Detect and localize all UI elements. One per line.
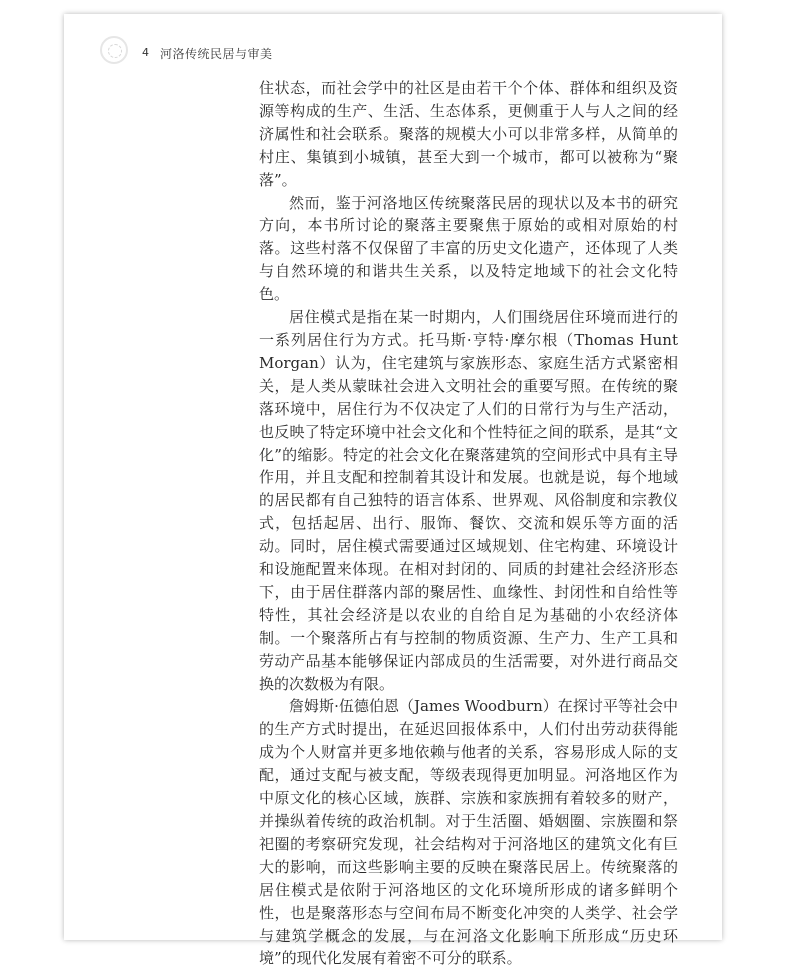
paragraph: 然而，鉴于河洛地区传统聚落民居的现状以及本书的研究方向，本书所讨论的聚落主要聚焦于原始的或相对原始的村落。这些村落不仅保留了丰富的历史文化遗产，还体现了人类与自然环境的和谐共生关系，以及特定地域下的社会文化特色。: [259, 193, 678, 304]
book-page: [64, 14, 722, 968]
paragraph: 詹姆斯·伍德伯恩（James Woodburn）在探讨平等社会中的生产方式时提出，在延迟回报体系中，人们付出劳动获得能成为个人财富并更多地依赖与他者的关系，容易形成人际的支配，通过支配与被支配，等级表现得更加明显。河洛地区作为中原文化的核心区域，族群、宗族和家族拥有着较多的财产，并操纵着传统的政治机制。对于生活圈、婚姻圈、宗族圈和祭祀圈的考察研究发现，社会结构对于河洛地区的建筑文化有巨大的影响，而这些影响主要的反映在聚落民居上。传统聚落的居住模式是依附于河洛地区的文化环境所形成的诸多鲜明个性，也是聚落形态与空间布局不断变化冲突的人类学、社会学与建筑学概念的发展，与在河洛文化影响下所形成“历史环境”的现代化发展有着密不可分的联系。: [259, 697, 678, 968]
page-number: 4: [142, 46, 149, 59]
body-text: [259, 77, 678, 970]
page-header: [100, 36, 400, 66]
chapter-emblem-icon: [100, 36, 128, 64]
paragraph-continued: 住状态，而社会学中的社区是由若干个个体、群体和组织及资源等构成的生产、生活、生态体系，更侧重于人与人之间的经济属性和社会联系。聚落的规模大小可以非常多样，从简单的村庄、集镇到小城镇，甚至大到一个城市，都可以被称为“聚落”。: [259, 79, 678, 189]
running-title: 河洛传统民居与审美: [160, 47, 273, 61]
paragraph: 居住模式是指在某一时期内，人们围绕居住环境而进行的一系列居住行为方式。托马斯·亨特·摩尔根（Thomas Hunt Morgan）认为，住宅建筑与家族形态、家庭生活方式紧密相关，是人类从蒙昧社会进入文明社会的重要写照。在传统的聚落环境中，居住行为不仅决定了人们的日常行为与生产活动，也反映了特定环境中社会文化和个性特征之间的联系，是其“文化”的缩影。特定的社会文化在聚落建筑的空间形式中具有主导作用，并且支配和控制着其设计和发展。也就是说，每个地域的居民都有自己独特的语言体系、世界观、风俗制度和宗教仪式，包括起居、出行、服饰、餐饮、交流和娱乐等方面的活动。同时，居住模式需要通过区域规划、住宅构建、环境设计和设施配置来体现。在相对封闭的、同质的封建社会经济形态下，由于居住群落内部的聚居性、血缘性、封闭性和自给性等特性，其社会经济是以农业的自给自足为基础的小农经济体制。一个聚落所占有与控制的物质资源、生产力、生产工具和劳动产品基本能够保证内部成员的生活需要，对外进行商品交换的次数极为有限。: [259, 308, 678, 693]
